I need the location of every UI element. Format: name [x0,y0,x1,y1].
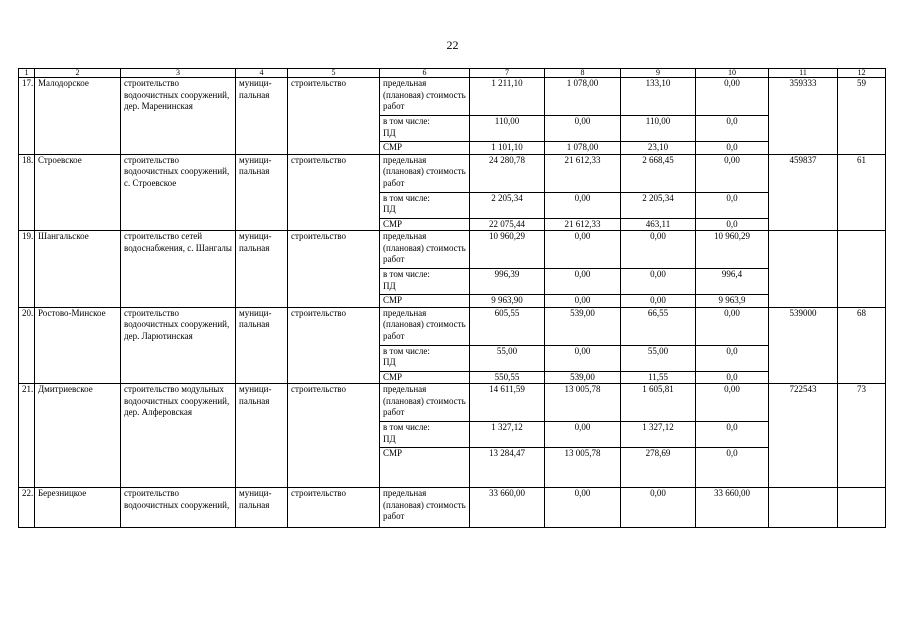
col11-value: 459837 [769,154,838,231]
col11-value [769,231,838,308]
table-row [19,307,886,345]
cost-value: 66,55 [621,307,696,345]
column-number: 4 [236,69,288,78]
pd-label: ПД [380,128,470,142]
row-number: 22. [19,488,35,528]
object-description: строительство водоочистных сооружений, дер. Маренинская [121,78,236,155]
col11-value: 539000 [769,307,838,384]
row-number: 18. [19,154,35,231]
pd-value: 55,00 [470,345,545,371]
column-number: 3 [121,69,236,78]
col12-value: 61 [838,154,886,231]
col11-value [769,488,838,528]
ownership-type: муници-пальная [236,384,288,488]
object-description: строительство модульных водоочистных сооружений, дер. Алферовская [121,384,236,488]
pd-value: 0,0 [696,422,769,448]
smr-value: 13 284,47 [470,448,545,488]
smr-value: 0,00 [621,295,696,308]
smr-value: 23,10 [621,142,696,155]
pd-value: 0,00 [545,345,621,371]
cost-value: 1 078,00 [545,78,621,116]
smr-value: 22 075,44 [470,218,545,231]
smr-value: 0,0 [696,448,769,488]
smr-value: 0,0 [696,371,769,384]
cost-value: 0,00 [696,78,769,116]
pd-value: 1 327,12 [470,422,545,448]
smr-value: 1 101,10 [470,142,545,155]
smr-value: 278,69 [621,448,696,488]
object-description: строительство сетей водоснабжения, с. Шангалы [121,231,236,308]
cost-value: 133,10 [621,78,696,116]
cost-value: 24 280,78 [470,154,545,192]
cost-value: 10 960,29 [696,231,769,269]
pd-value: 110,00 [621,116,696,142]
column-number: 6 [380,69,470,78]
smr-label: СМР [380,218,470,231]
included-label: в том числе: [380,116,470,128]
cost-value: 2 668,45 [621,154,696,192]
cost-label: предельная (плановая) стоимость работ [380,78,470,116]
object-description: строительство водоочистных сооружений, [121,488,236,528]
work-type: строительство [288,488,380,528]
work-type: строительство [288,307,380,384]
pd-value: 996,4 [696,269,769,295]
pd-value: 0,0 [696,345,769,371]
project-table [18,68,886,528]
smr-label: СМР [380,295,470,308]
smr-label: СМР [380,448,470,488]
settlement-name: Дмитриевское [35,384,121,488]
smr-value: 0,0 [696,218,769,231]
row-number: 21. [19,384,35,488]
cost-value: 0,00 [696,154,769,192]
smr-value: 21 612,33 [545,218,621,231]
smr-value: 13 005,78 [545,448,621,488]
pd-label: ПД [380,204,470,218]
smr-value: 9 963,90 [470,295,545,308]
pd-value: 110,00 [470,116,545,142]
pd-value: 1 327,12 [621,422,696,448]
smr-value: 9 963,9 [696,295,769,308]
cost-value: 605,55 [470,307,545,345]
col11-value: 722543 [769,384,838,488]
column-number: 2 [35,69,121,78]
table-row [19,384,886,422]
smr-value: 463,11 [621,218,696,231]
included-label: в том числе: [380,422,470,434]
cost-value: 1 211,10 [470,78,545,116]
smr-label: СМР [380,142,470,155]
cost-label: предельная (плановая) стоимость работ [380,154,470,192]
cost-label: предельная (плановая) стоимость работ [380,488,470,528]
pd-value: 55,00 [621,345,696,371]
settlement-name: Строевское [35,154,121,231]
cost-value: 10 960,29 [470,231,545,269]
cost-value: 1 605,81 [621,384,696,422]
pd-label: ПД [380,281,470,295]
ownership-type: муници-пальная [236,307,288,384]
pd-value: 0,00 [621,269,696,295]
settlement-name: Малодорское [35,78,121,155]
cost-value: 0,00 [545,488,621,528]
object-description: строительство водоочистных сооружений, дер. Ларютинская [121,307,236,384]
work-type: строительство [288,384,380,488]
cost-label: предельная (плановая) стоимость работ [380,307,470,345]
work-type: строительство [288,78,380,155]
col12-value: 59 [838,78,886,155]
table-row [19,78,886,116]
smr-value: 0,00 [545,295,621,308]
included-label: в том числе: [380,269,470,281]
work-type: строительство [288,231,380,308]
smr-value: 1 078,00 [545,142,621,155]
col12-value: 73 [838,384,886,488]
cost-label: предельная (плановая) стоимость работ [380,384,470,422]
work-type: строительство [288,154,380,231]
ownership-type: муници-пальная [236,154,288,231]
cost-value: 21 612,33 [545,154,621,192]
column-number: 9 [621,69,696,78]
cost-value: 0,00 [545,231,621,269]
cost-value: 0,00 [621,488,696,528]
row-number: 19. [19,231,35,308]
table-row [19,488,886,528]
cost-value: 33 660,00 [696,488,769,528]
cost-label: предельная (плановая) стоимость работ [380,231,470,269]
pd-value: 0,00 [545,269,621,295]
smr-value: 0,0 [696,142,769,155]
pd-value: 2 205,34 [470,192,545,218]
pd-label: ПД [380,434,470,448]
table-row [19,154,886,192]
pd-label: ПД [380,357,470,371]
pd-value: 0,00 [545,116,621,142]
col12-value: 68 [838,307,886,384]
column-number: 7 [470,69,545,78]
cost-value: 0,00 [696,384,769,422]
table-row [19,231,886,269]
cost-value: 13 005,78 [545,384,621,422]
pd-value: 2 205,34 [621,192,696,218]
col11-value: 359333 [769,78,838,155]
pd-value: 0,00 [545,422,621,448]
column-number: 5 [288,69,380,78]
smr-label: СМР [380,371,470,384]
cost-value: 539,00 [545,307,621,345]
smr-value: 11,55 [621,371,696,384]
pd-value: 0,00 [545,192,621,218]
column-number: 8 [545,69,621,78]
column-number: 12 [838,69,886,78]
ownership-type: муници-пальная [236,488,288,528]
cost-value: 33 660,00 [470,488,545,528]
smr-value: 539,00 [545,371,621,384]
column-number: 10 [696,69,769,78]
row-number: 20. [19,307,35,384]
pd-value: 996,39 [470,269,545,295]
cost-value: 0,00 [621,231,696,269]
object-description: строительство водоочистных сооружений, с. Строевское [121,154,236,231]
included-label: в том числе: [380,345,470,357]
settlement-name: Ростово-Минское [35,307,121,384]
ownership-type: муници-пальная [236,78,288,155]
col12-value [838,231,886,308]
page-number: 22 [446,38,459,52]
included-label: в том числе: [380,192,470,204]
pd-value: 0,0 [696,192,769,218]
settlement-name: Березницкое [35,488,121,528]
smr-value: 550,55 [470,371,545,384]
settlement-name: Шангальское [35,231,121,308]
cost-value: 14 611,59 [470,384,545,422]
pd-value: 0,0 [696,116,769,142]
column-number-row [19,69,886,78]
column-number: 1 [19,69,35,78]
col12-value [838,488,886,528]
column-number: 11 [769,69,838,78]
ownership-type: муници-пальная [236,231,288,308]
row-number: 17. [19,78,35,155]
cost-value: 0,00 [696,307,769,345]
